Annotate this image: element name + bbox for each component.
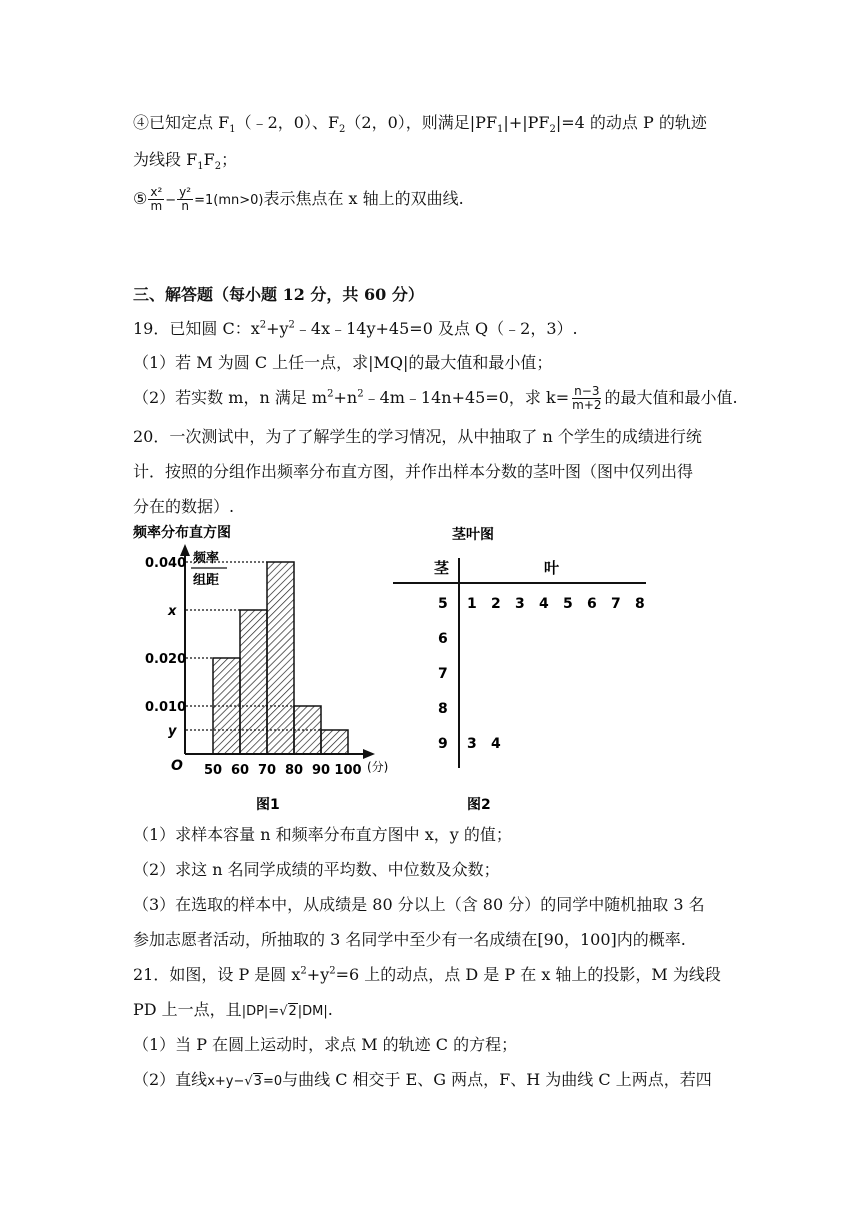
numerator: n−3 [574,384,600,398]
text: |+|PF [503,113,550,132]
leaf-value: 5 [563,596,573,612]
text: ④已知定点 F [133,113,230,132]
text: +y [306,965,330,984]
leaf-value: 6 [587,596,597,612]
stem-leaf-caption: 图2 [467,797,491,813]
superscript: 2 [288,319,295,331]
text: （2，0），则满足|PF [345,113,498,132]
q20-line-2: 计．按照的分组作出频率分布直方图，并作出样本分数的茎叶图（图中仅列出得 [133,462,694,481]
histogram-y-tick-labels [145,556,186,739]
histogram-bar [321,730,348,754]
histogram-title: 频率分布直方图 [133,525,231,541]
histogram-bar [294,706,321,754]
q20-part-2: （2）求这 n 名同学成绩的平均数、中位数及众数； [133,860,500,879]
text: ⑤ [133,189,148,208]
histogram-y-tick-label: 0.020 [145,652,187,667]
leaf-value: 1 [467,596,477,612]
histogram-bar [213,658,240,754]
subscript: 1 [197,161,204,173]
q20-part-3-line-2: 参加志愿者活动，所抽取的 3 名同学中至少有一名成绩在[90，100]内的概率. [133,930,686,949]
equation: |DP|= [241,1004,280,1019]
sqrt-radicand: 2 [288,1004,297,1019]
histogram-x-tick-label: 70 [257,763,277,778]
subscript: 2 [549,124,556,136]
denominator: m+2 [572,398,602,412]
item-4-line-2 [133,147,237,172]
leaf-value: 3 [515,596,525,612]
superscript: 2 [357,388,364,400]
subscript: 2 [339,124,346,136]
leaf-value: 2 [491,596,501,612]
histogram-bar [267,562,294,754]
text: 与曲线 C 相交于 E、G 两点，F、H 为曲线 C 上两点，若四 [282,1070,712,1089]
superscript: 2 [327,388,334,400]
figures [0,518,860,818]
equation: x+y− [207,1074,245,1089]
denominator: m [150,199,163,213]
text: |=4 的动点 P 的轨迹 [555,113,707,132]
text: . [327,1000,333,1019]
text: （﹣2，0）、F [235,113,340,132]
histogram-x-tick-label: 60 [230,763,250,778]
text: 为线段 F [133,150,198,169]
superscript: 2 [329,965,336,977]
histogram-y-arrow [180,544,190,556]
stem-leaf-title: 茎叶图 [452,527,494,543]
subscript: 1 [497,124,504,136]
fraction-y2-n [177,186,193,213]
stem-value: 8 [438,701,448,717]
text: 21．如图，设 P 是圆 x [133,965,301,984]
numerator: y² [179,185,192,199]
stem-value: 6 [438,631,448,647]
histogram-x-tick-label: 50 [203,763,223,778]
histogram-x-tick-label: 90 [311,763,331,778]
leaf-value: 7 [611,596,621,612]
text: =6 上的动点，点 D 是 P 在 x 轴上的投影，M 为线段 [335,965,721,984]
histogram-y-tick-label: y [168,724,177,739]
item-5: ⑤ $\frac{\text{x²}}{m}$ − $\frac{\text{y²}}{n}$ =1(mn>0)表示焦点在 x 轴上的双曲线. [133,185,464,213]
histogram-y-tick-label: 0.010 [145,700,187,715]
superscript: 2 [259,319,267,331]
q19-part-1: （1）若 M 为圆 C 上任一点，求|MQ|的最大值和最小值； [133,353,553,372]
section-3-title: 三、解答题（每小题 12 分，共 60 分） [133,285,424,304]
text: +n [333,388,358,407]
histogram-x-tick-label: 80 [284,763,304,778]
superscript: 2 [300,965,307,977]
text: （2）若实数 m，n 满足 m [133,388,328,407]
text: 19．已知圆 C：x [133,319,260,338]
equation: =0 [262,1074,283,1089]
histogram-x-tick-label: 100 [334,763,362,778]
q19-stem [133,316,578,339]
item-4-line-1 [133,110,707,135]
histogram-bar [240,610,267,754]
q21-line-1 [133,962,721,985]
histogram-ylabel-top: 频率 [193,551,220,566]
fraction-k [570,385,603,412]
histogram-y-tick-label: 0.040 [145,556,187,571]
q21-part-1: （1）当 P 在圆上运动时，求点 M 的轨迹 C 的方程； [133,1035,518,1054]
histogram-x-tick-labels [204,763,362,778]
q20-line-1: 20．一次测试中，为了了解学生的学习情况，从中抽取了 n 个学生的成绩进行统 [133,427,702,446]
text: ﹣4x﹣14y+45=0 及点 Q（﹣2，3）. [294,319,578,338]
subscript: 1 [229,124,236,136]
stem-leaf-figure [393,526,646,813]
text: 表示焦点在 x 轴上的双曲线. [263,189,464,208]
leaf-value: 8 [635,596,645,612]
leaf-value: 4 [539,596,549,612]
stem-value: 5 [438,596,448,612]
q20-line-3: 分在的数据）. [133,497,235,516]
numerator: x² [150,185,163,199]
stem-value: 7 [438,666,448,682]
q19-part-2 [133,385,738,412]
stem-leaf-rows [438,596,645,752]
denominator: n [181,199,189,213]
equation: |DM| [297,1004,328,1019]
histogram-bars [213,562,348,754]
equation: =1(mn>0) [194,193,264,208]
text: F [203,150,215,169]
stem-value: 9 [438,736,448,752]
histogram-figure [133,524,388,813]
leaf-value: 3 [467,736,477,752]
q20-part-1: （1）求样本容量 n 和频率分布直方图中 x，y 的值； [133,825,512,844]
leaf-value: 4 [491,736,501,752]
text: PD 上一点，且 [133,1000,242,1019]
q20-part-3-line-1: （3）在选取的样本中，从成绩是 80 分以上（含 80 分）的同学中随机抽取 3 名 [133,895,705,914]
text: （2）直线 [133,1070,208,1089]
histogram-caption: 图1 [256,797,280,813]
histogram-origin: O [171,758,183,774]
histogram-x-unit: (分) [367,760,389,774]
stem-header: 茎 [434,559,450,577]
text: ﹣4m﹣14n+45=0，求 k= [363,388,570,407]
leaf-header: 叶 [544,559,560,577]
text: 的最大值和最小值. [604,388,738,407]
fraction-x2-m [148,186,164,213]
text: ； [221,150,238,169]
text: +y [266,319,289,338]
q21-part-2: （2）直线x+y−√3=0与曲线 C 相交于 E、G 两点，F、H 为曲线 C 上两点，若四 [133,1070,712,1089]
histogram-x-arrow [363,749,375,759]
histogram-ylabel-bottom: 组距 [193,573,220,588]
subscript: 2 [214,161,222,173]
histogram-y-tick-label: x [168,604,177,619]
sqrt-radicand: 3 [253,1074,262,1089]
q21-line-2: PD 上一点，且|DP|=√2|DM|. [133,1000,333,1019]
